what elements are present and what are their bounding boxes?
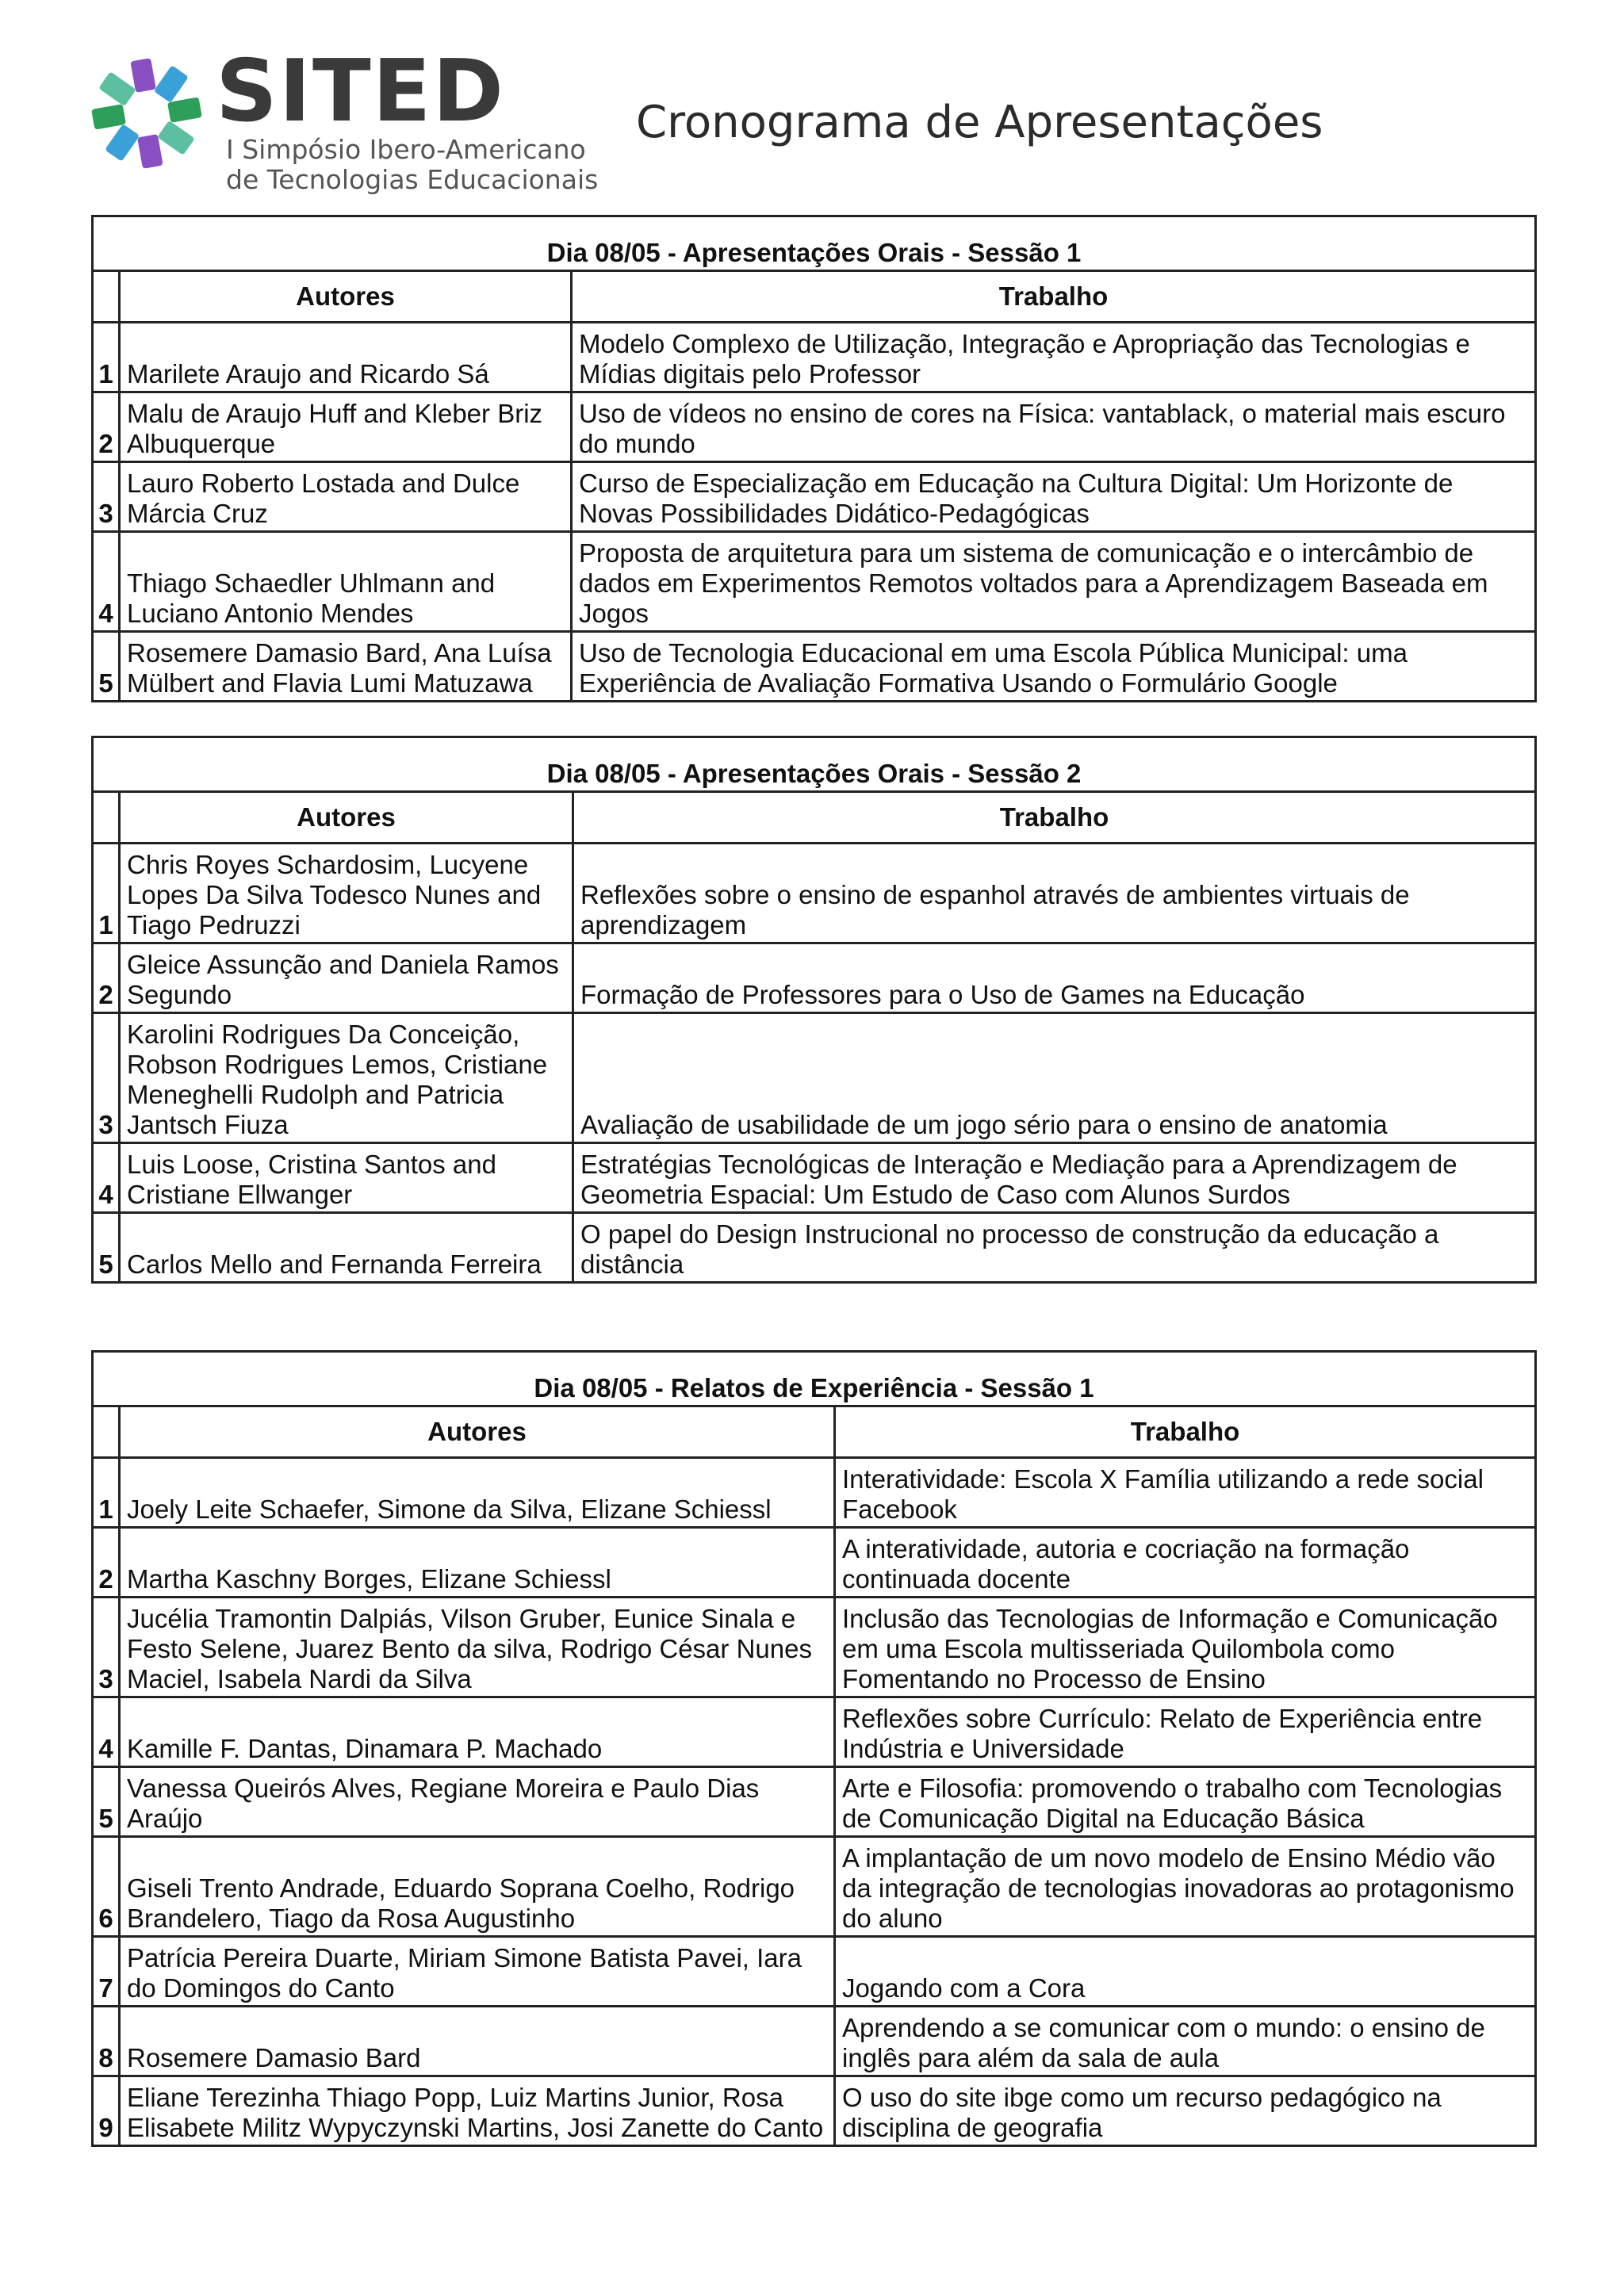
row-number: 3 [93, 462, 120, 532]
column-header-number [93, 271, 120, 323]
row-work: O papel do Design Instrucional no processo de construção da educação a distância [573, 1213, 1536, 1283]
row-number: 4 [93, 532, 120, 632]
row-number: 5 [93, 1213, 120, 1283]
row-authors: Kamille F. Dantas, Dinamara P. Machado [120, 1697, 835, 1767]
table-row [93, 323, 1536, 392]
sited-logo-icon [87, 54, 206, 173]
row-work: Formação de Professores para o Uso de Games na Educação [573, 943, 1536, 1013]
row-authors: Rosemere Damasio Bard [120, 2007, 835, 2076]
row-authors: Joely Leite Schaefer, Simone da Silva, Elizane Schiessl [120, 1458, 835, 1528]
row-number: 3 [93, 1598, 120, 1697]
table-row [93, 1143, 1536, 1213]
row-number: 8 [93, 2007, 120, 2076]
logo-subtitle [226, 135, 598, 195]
table-row [93, 943, 1536, 1013]
session-table [91, 1350, 1537, 2147]
column-header-authors: Autores [120, 1406, 835, 1458]
table-row [93, 1598, 1536, 1697]
row-work: O uso do site ibge como um recurso pedagógico na disciplina de geografia [835, 2076, 1536, 2146]
row-number: 7 [93, 1937, 120, 2007]
row-number: 4 [93, 1143, 120, 1213]
row-number: 9 [93, 2076, 120, 2146]
row-number: 2 [93, 392, 120, 462]
table-row [93, 1528, 1536, 1598]
column-header-number [93, 1406, 120, 1458]
table-row [93, 1937, 1536, 2007]
table-row [93, 2007, 1536, 2076]
row-number: 2 [93, 943, 120, 1013]
row-authors: Marilete Araujo and Ricardo Sá [120, 323, 572, 392]
session-title: Dia 08/05 - Apresentações Orais - Sessão 1 [93, 216, 1536, 271]
row-authors: Chris Royes Schardosim, Lucyene Lopes Da Silva Todesco Nunes and Tiago Pedruzzi [120, 844, 573, 943]
row-work: Jogando com a Cora [835, 1937, 1536, 2007]
table-row [93, 1767, 1536, 1837]
row-authors: Patrícia Pereira Duarte, Miriam Simone Batista Pavei, Iara do Domingos do Canto [120, 1937, 835, 2007]
row-work: Proposta de arquitetura para um sistema de comunicação e o intercâmbio de dados em Experimentos Remotos voltados para a Aprendizagem Baseada em Jogos [572, 532, 1536, 632]
row-authors: Vanessa Queirós Alves, Regiane Moreira e Paulo Dias Araújo [120, 1767, 835, 1837]
row-number: 1 [93, 844, 120, 943]
column-header-work: Trabalho [573, 792, 1536, 844]
table-row [93, 1458, 1536, 1528]
row-work: Interatividade: Escola X Família utilizando a rede social Facebook [835, 1458, 1536, 1528]
row-work: Inclusão das Tecnologias de Informação e Comunicação em uma Escola multisseriada Quilombola como Fomentando no Processo de Ensino [835, 1598, 1536, 1697]
table-row [93, 2076, 1536, 2146]
session-table [91, 736, 1537, 1284]
row-number: 3 [93, 1013, 120, 1143]
session-title: Dia 08/05 - Apresentações Orais - Sessão 2 [93, 737, 1536, 792]
row-authors: Martha Kaschny Borges, Elizane Schiessl [120, 1528, 835, 1598]
row-work: Modelo Complexo de Utilização, Integração e Apropriação das Tecnologias e Mídias digitais pelo Professor [572, 323, 1536, 392]
session-title: Dia 08/05 - Relatos de Experiência - Sessão 1 [93, 1352, 1536, 1406]
row-number: 4 [93, 1697, 120, 1767]
logo-subtitle-line: I Simpósio Ibero-Americano [226, 134, 586, 165]
row-number: 5 [93, 1767, 120, 1837]
row-work: Avaliação de usabilidade de um jogo sério para o ensino de anatomia [573, 1013, 1536, 1143]
row-work: A interatividade, autoria e cocriação na formação continuada docente [835, 1528, 1536, 1598]
row-work: Reflexões sobre o ensino de espanhol através de ambientes virtuais de aprendizagem [573, 844, 1536, 943]
row-authors: Luis Loose, Cristina Santos and Cristiane Ellwanger [120, 1143, 573, 1213]
logo-subtitle-line: de Tecnologias Educacionais [226, 164, 599, 195]
table-row [93, 1013, 1536, 1143]
row-authors: Jucélia Tramontin Dalpiás, Vilson Gruber, Eunice Sinala e Festo Selene, Juarez Bento da silva, Rodrigo César Nunes Maciel, Isabela Nardi da Silva [120, 1598, 835, 1697]
row-work: Curso de Especialização em Educação na Cultura Digital: Um Horizonte de Novas Possibilidades Didático-Pedagógicas [572, 462, 1536, 532]
column-header-work: Trabalho [572, 271, 1536, 323]
column-header-work: Trabalho [835, 1406, 1536, 1458]
row-work: Aprendendo a se comunicar com o mundo: o ensino de inglês para além da sala de aula [835, 2007, 1536, 2076]
column-header-authors: Autores [120, 792, 573, 844]
row-work: Reflexões sobre Currículo: Relato de Experiência entre Indústria e Universidade [835, 1697, 1536, 1767]
table-row [93, 392, 1536, 462]
row-authors: Carlos Mello and Fernanda Ferreira [120, 1213, 573, 1283]
row-number: 5 [93, 632, 120, 702]
table-row [93, 1697, 1536, 1767]
row-number: 6 [93, 1837, 120, 1937]
row-authors: Lauro Roberto Lostada and Dulce Márcia Cruz [120, 462, 572, 532]
page-title: Cronograma de Apresentações [636, 97, 1323, 148]
table-row [93, 462, 1536, 532]
row-work: Uso de vídeos no ensino de cores na Física: vantablack, o material mais escuro do mundo [572, 392, 1536, 462]
row-authors: Rosemere Damasio Bard, Ana Luísa Mülbert and Flavia Lumi Matuzawa [120, 632, 572, 702]
session-table [91, 215, 1537, 702]
row-work: Estratégias Tecnológicas de Interação e Mediação para a Aprendizagem de Geometria Espacial: Um Estudo de Caso com Alunos Surdos [573, 1143, 1536, 1213]
page-header [0, 0, 1624, 206]
row-number: 1 [93, 1458, 120, 1528]
row-authors: Malu de Araujo Huff and Kleber Briz Albuquerque [120, 392, 572, 462]
logo-title: SITED [216, 42, 506, 141]
table-row [93, 1837, 1536, 1937]
row-authors: Gleice Assunção and Daniela Ramos Segundo [120, 943, 573, 1013]
row-work: Uso de Tecnologia Educacional em uma Escola Pública Municipal: uma Experiência de Avaliação Formativa Usando o Formulário Google [572, 632, 1536, 702]
column-header-authors: Autores [120, 271, 572, 323]
row-number: 1 [93, 323, 120, 392]
table-row [93, 1213, 1536, 1283]
row-authors: Karolini Rodrigues Da Conceição, Robson Rodrigues Lemos, Cristiane Meneghelli Rudolph and Patricia Jantsch Fiuza [120, 1013, 573, 1143]
row-work: Arte e Filosofia: promovendo o trabalho com Tecnologias de Comunicação Digital na Educação Básica [835, 1767, 1536, 1837]
row-number: 2 [93, 1528, 120, 1598]
row-authors: Eliane Terezinha Thiago Popp, Luiz Martins Junior, Rosa Elisabete Militz Wypyczynski Martins, Josi Zanette do Canto [120, 2076, 835, 2146]
table-row [93, 532, 1536, 632]
row-authors: Thiago Schaedler Uhlmann and Luciano Antonio Mendes [120, 532, 572, 632]
row-authors: Giseli Trento Andrade, Eduardo Soprana Coelho, Rodrigo Brandelero, Tiago da Rosa Augustinho [120, 1837, 835, 1937]
column-header-number [93, 792, 120, 844]
table-row [93, 632, 1536, 702]
table-row [93, 844, 1536, 943]
row-work: A implantação de um novo modelo de Ensino Médio vão da integração de tecnologias inovadoras ao protagonismo do aluno [835, 1837, 1536, 1937]
